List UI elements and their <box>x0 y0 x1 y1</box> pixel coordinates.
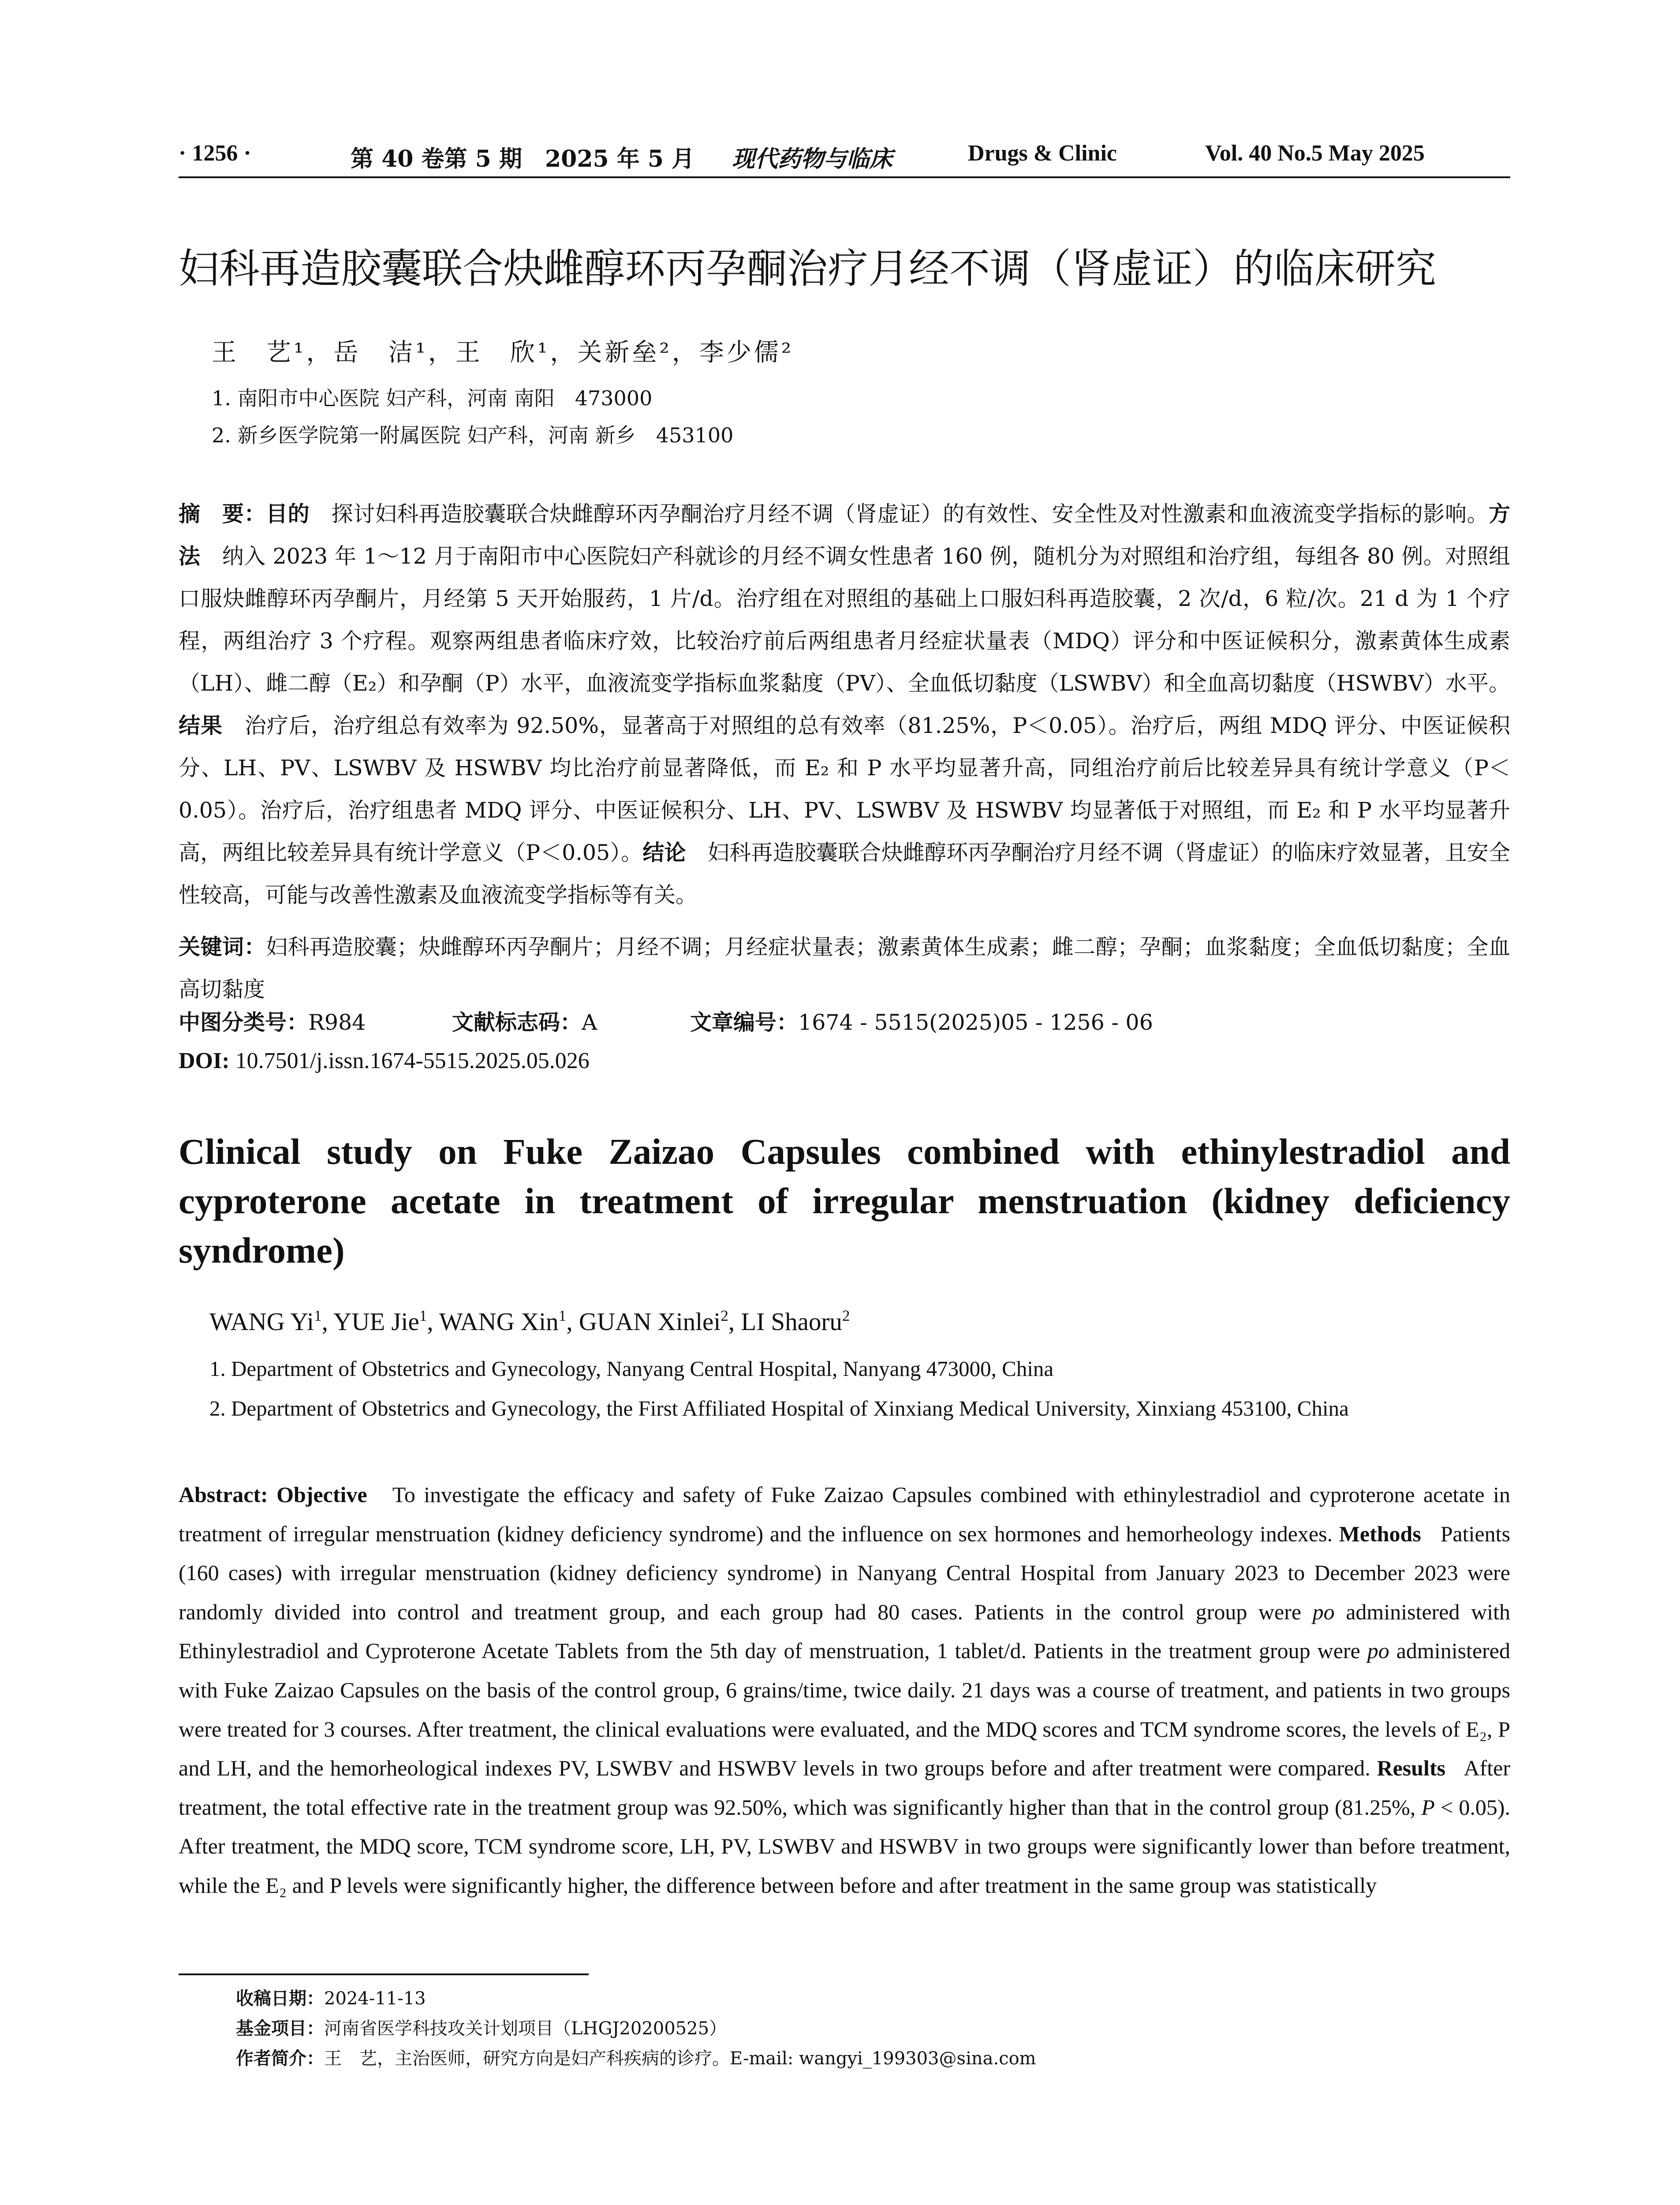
doc-code-label: 文献标志码： <box>452 1010 582 1035</box>
methods-en-c: administered with Fuke Zaizao Capsules on the basis of the control group, 6 grains/time, twice daily. 21 days was a course of treatment, and patients in two groups were treated for 3 courses. After treatment, the clinical evaluations were evaluated, and the MDQ scores and TCM syndrome scores, the levels of E₂, P and LH, and the hemorheological indexes PV, LSWBV and HSWBV levels in two groups before and after treatment were compared. <box>179 1638 1510 1781</box>
footnote-received-text: 2024-11-13 <box>324 1988 426 2009</box>
issue-cn: 第 40 卷第 5 期 2025 年 5 月 <box>351 146 695 172</box>
keywords-cn-label: 关键词： <box>179 934 266 960</box>
clc-value: R984 <box>308 1010 366 1035</box>
footnote-author <box>236 2044 1036 2070</box>
methods-cn-label: 方法 <box>179 501 1510 569</box>
abstract-cn <box>179 493 1510 916</box>
po-italic-2: po <box>1367 1638 1389 1663</box>
title-cn: 妇科再造胶囊联合炔雌醇环丙孕酮治疗月经不调（肾虚证）的临床研究 <box>179 245 1437 292</box>
article-id-item <box>690 1005 1153 1036</box>
affiliation-cn-1: 1. 南阳市中心医院 妇产科，河南 南阳 473000 <box>212 386 653 410</box>
footnote-funding <box>236 2014 727 2040</box>
affiliation-en-1: 1. Department of Obstetrics and Gynecology, Nanyang Central Hospital, Nanyang 473000, China <box>209 1357 1054 1381</box>
conclusion-cn: 妇科再造胶囊联合炔雌醇环丙孕酮治疗月经不调（肾虚证）的临床疗效显著，且安全性较高，可能与改善性激素及血液流变学指标等有关。 <box>179 840 1510 908</box>
classification-row <box>179 1005 1510 1041</box>
objective-cn-label: 目的 <box>266 501 310 527</box>
author-en-4-sup: 2 <box>721 1307 728 1324</box>
author-en-4: GUAN Xinlei <box>579 1308 721 1336</box>
header-rule <box>179 176 1510 178</box>
p-italic: P <box>1421 1794 1435 1820</box>
results-en-a: After treatment, the total effective rate in the treatment group was 92.50%, which was significantly higher than that in the control group (81.25%, <box>179 1756 1510 1820</box>
page-number: · 1256 · <box>179 141 251 166</box>
footnote-received-label: 收稿日期： <box>236 1988 324 2009</box>
results-en-label: Results <box>1377 1756 1446 1781</box>
abstract-en <box>179 1475 1510 1905</box>
journal-name-cn: 现代药物与临床 <box>732 146 893 172</box>
clc-label: 中图分类号： <box>179 1010 309 1035</box>
authors-en: WANG Yi$^1$, YUE Jie$^1$, WANG Xin$^1$, GUAN Xinlei$^2$, LI Shaoru$^2$ <box>209 1307 850 1336</box>
author-en-1-sup: 1 <box>314 1307 322 1324</box>
footnote-funding-label: 基金项目： <box>236 2018 324 2039</box>
doi-row <box>179 1048 590 1074</box>
author-en-2: YUE Jie <box>333 1308 419 1336</box>
issue-en: Vol. 40 No.5 May 2025 <box>1205 141 1425 166</box>
article-id-label: 文章编号： <box>690 1010 799 1035</box>
title-en: Clinical study on Fuke Zaizao Capsules combined with ethinylestradiol and cyproterone acetate in treatment of irregular menstruation (kidney deficiency syndrome) <box>179 1131 1510 1271</box>
methods-en-label: Methods <box>1339 1521 1421 1546</box>
po-italic-1: po <box>1312 1599 1335 1624</box>
abstract-cn-label: 摘 要： <box>179 501 266 527</box>
doi-label: DOI: <box>179 1048 230 1073</box>
affiliation-cn-2: 2. 新乡医学院第一附属医院 妇产科，河南 新乡 453100 <box>212 423 734 447</box>
author-en-3: WANG Xin <box>439 1308 559 1336</box>
objective-en-label: Objective <box>276 1482 367 1507</box>
results-cn-label: 结果 <box>179 713 223 738</box>
objective-cn: 探讨妇科再造胶囊联合炔雌醇环丙孕酮治疗月经不调（肾虚证）的有效性、安全性及对性激素和血液流变学指标的影响。 <box>310 501 1489 527</box>
doc-code-value: A <box>582 1010 597 1035</box>
author-en-1: WANG Yi <box>209 1308 314 1336</box>
authors-cn: 王 艺¹，岳 洁¹，王 欣¹，关新垒²，李少儒² <box>212 338 794 367</box>
results-cn: 治疗后，治疗组总有效率为 92.50%，显著高于对照组的总有效率（81.25%，P＜0.05）。治疗后，两组 MDQ 评分、中医证候积分、LH、PV、LSWBV 及 HSWBV 均比治疗前显著降低，而 E₂ 和 P 水平均显著升高，同组治疗前后比较差异具有统计学意义（P＜0.05）。治疗后，治疗组患者 MDQ 评分、中医证候积分、LH、PV、LSWBV 及 HSWBV 均显著低于对照组，而 E₂ 和 P 水平均显著升高，两组比较差异具有统计学意义（P＜0.05）。 <box>179 713 1510 865</box>
article-id-value: 1674 - 5515(2025)05 - 1256 - 06 <box>798 1010 1153 1035</box>
keywords-cn <box>179 926 1510 1011</box>
methods-en-b: administered with Ethinylestradiol and Cyproterone Acetate Tablets from the 5th day of menstruation, 1 tablet/d. Patients in the treatment group were <box>179 1599 1510 1663</box>
footnote-rule <box>179 1973 589 1975</box>
abstract-en-label: Abstract: <box>179 1482 268 1507</box>
clc-item <box>179 1005 366 1036</box>
conclusion-cn-label: 结论 <box>642 840 686 865</box>
objective-en: To investigate the efficacy and safety of Fuke Zaizao Capsules combined with ethinylestradiol and cyproterone acetate in treatment of irregular menstruation (kidney deficiency syndrome) and the influence on sex hormones and hemorheology indexes. <box>179 1482 1510 1546</box>
results-en-b: < 0.05). After treatment, the MDQ score, TCM syndrome score, LH, PV, LSWBV and HSWBV in two groups were significantly lower than before treatment, while the E₂ and P levels were significantly higher, the difference between before and after treatment in the same group was statistically <box>179 1794 1511 1898</box>
doi-link[interactable]: 10.7501/j.issn.1674-5515.2025.05.026 <box>229 1048 590 1073</box>
author-en-5-sup: 2 <box>842 1307 850 1324</box>
affiliation-en-2: 2. Department of Obstetrics and Gynecology, the First Affiliated Hospital of Xinxiang Medical University, Xinxiang 453100, China <box>209 1396 1349 1420</box>
running-header <box>179 140 1510 176</box>
methods-en-a: Patients (160 cases) with irregular menstruation (kidney deficiency syndrome) in Nanyang Central Hospital from January 2023 to December 2023 were randomly divided into control and treatment group, and each group had 80 cases. Patients in the control group were <box>179 1521 1511 1624</box>
footnote-author-text: 王 艺，主治医师，研究方向是妇产科疾病的诊疗。E-mail: wangyi_199303@sina.com <box>324 2048 1036 2069</box>
footnote-funding-text: 河南省医学科技攻关计划项目（LHGJ20200525） <box>324 2018 727 2039</box>
footnote-received <box>236 1984 426 2010</box>
author-en-2-sup: 1 <box>419 1307 427 1324</box>
footnote-author-label: 作者简介： <box>236 2048 324 2069</box>
author-en-5: LI Shaoru <box>741 1308 842 1336</box>
methods-cn: 纳入 2023 年 1～12 月于南阳市中心医院妇产科就诊的月经不调女性患者 160 例，随机分为对照组和治疗组，每组各 80 例。对照组口服炔雌醇环丙孕酮片，月经第 5 天开始服药，1 片/d。治疗组在对照组的基础上口服妇科再造胶囊，2 次/d，6 粒/次。21 d 为 1 个疗程，两组治疗 3 个疗程。观察两组患者临床疗效，比较治疗前后两组患者月经症状量表（MDQ）评分和中医证候积分，激素黄体生成素（LH）、雌二醇（E₂）和孕酮（P）水平，血液流变学指标血浆黏度（PV）、全血低切黏度（LSWBV）和全血高切黏度（HSWBV）水平。 <box>179 544 1510 696</box>
author-en-3-sup: 1 <box>558 1307 567 1324</box>
keywords-cn-text: 妇科再造胶囊；炔雌醇环丙孕酮片；月经不调；月经症状量表；激素黄体生成素；雌二醇；孕酮；血浆黏度；全血低切黏度；全血高切黏度 <box>179 934 1510 1002</box>
journal-name-en: Drugs & Clinic <box>968 141 1117 166</box>
doc-code-item <box>452 1005 597 1036</box>
